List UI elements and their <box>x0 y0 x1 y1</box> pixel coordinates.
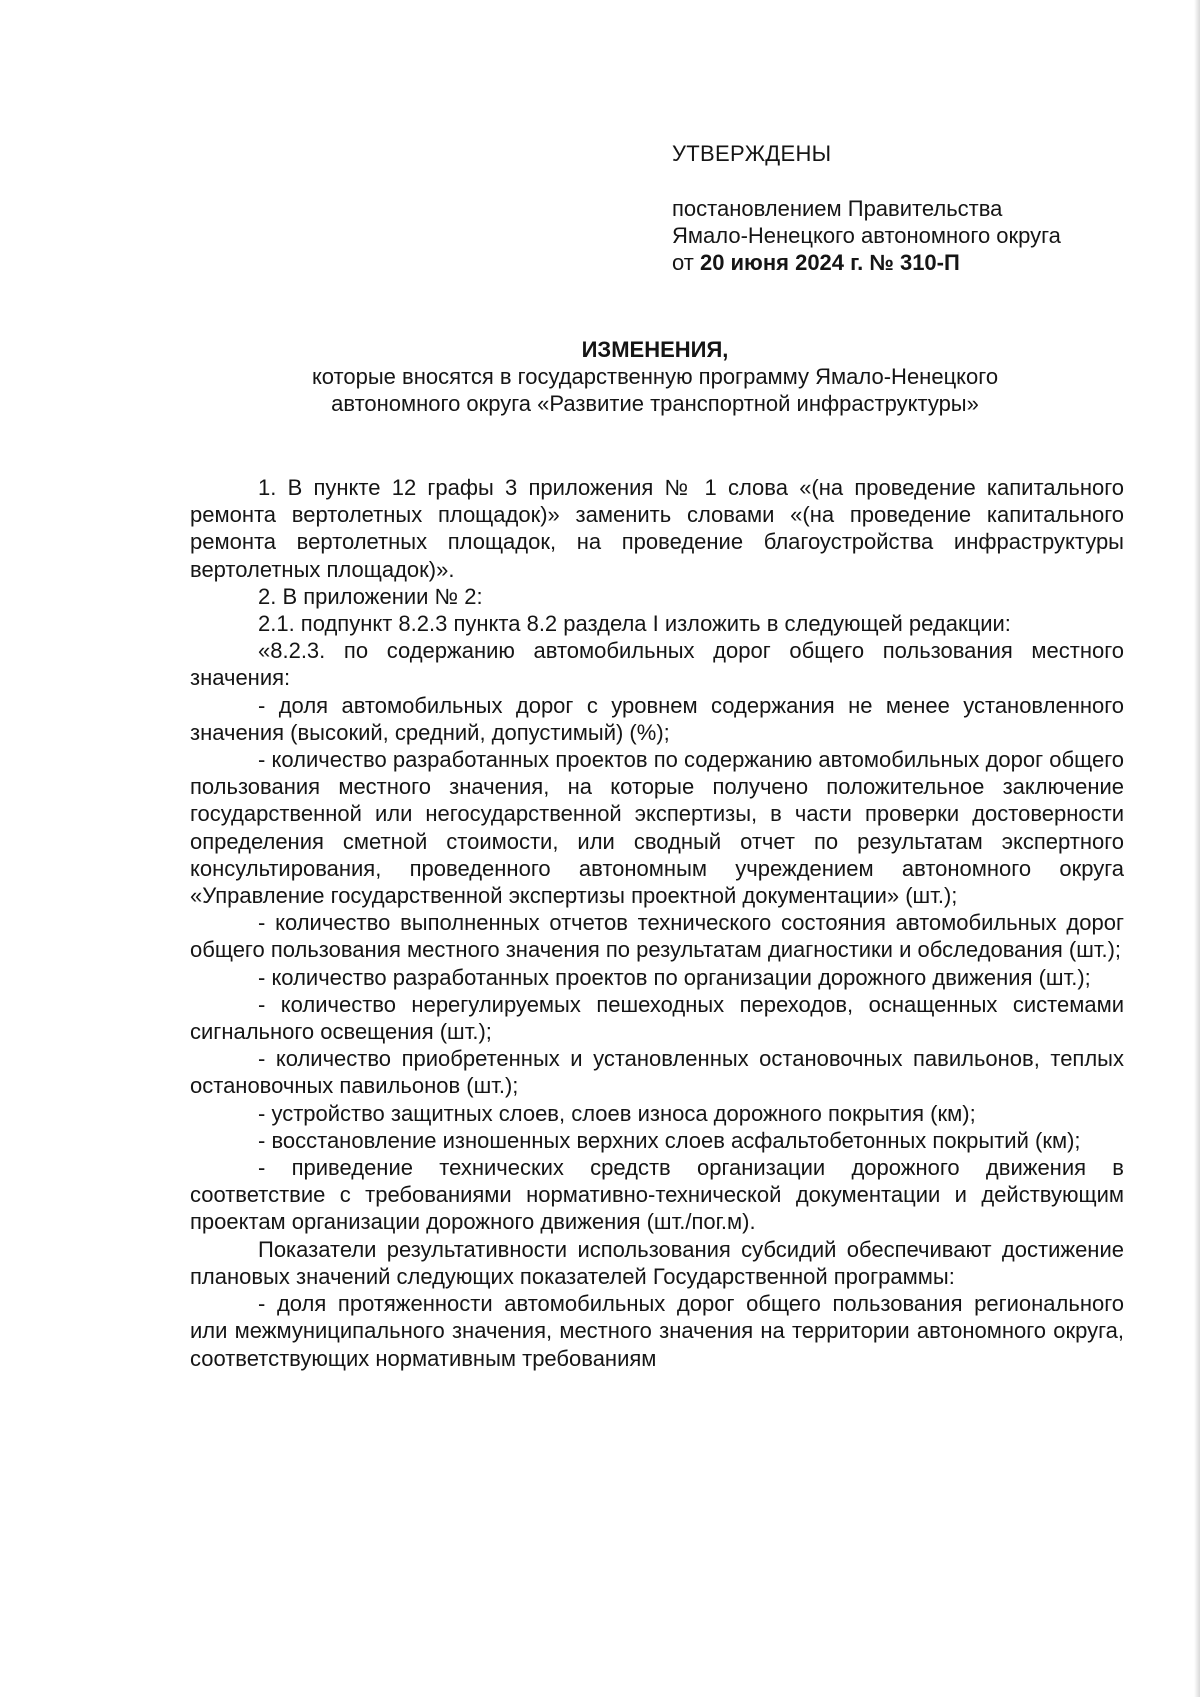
list-item: - устройство защитных слоев, слоев износа дорожного покрытия (км); <box>258 1100 976 1126</box>
approval-date-line <box>672 249 1152 276</box>
approval-line-1: постановлением Правительства <box>672 196 1003 221</box>
approval-line-2: Ямало-Ненецкого автономного округа <box>672 223 1061 248</box>
approval-stamp-block <box>672 140 1152 276</box>
document-title-block <box>190 336 1120 417</box>
list-item: - восстановление изношенных верхних слоев асфальтобетонных покрытий (км); <box>258 1127 1081 1153</box>
list-item: - количество разработанных проектов по содержанию автомобильных дорог общего пользования местного значения, на которые получено положительное заключение государственной или негосударственной экспертизы, в части проверки достоверности определения сметной стоимости, или сводный отчет по результатам экспертного консультирования, проведенного автономным учреждением автономного округа «Управление государственной экспертизы проектной документации» (шт.); <box>190 747 1124 909</box>
paragraph-1: 1. В пункте 12 графы 3 приложения № 1 слова «(на проведение капитального ремонта вертолетных площадок)» заменить словами «(на проведение капитального ремонта вертолетных площадок, на проведение благоустройства инфраструктуры вертолетных площадок)». <box>190 475 1124 582</box>
list-item: - количество выполненных отчетов технического состояния автомобильных дорог общего пользования местного значения по результатам диагностики и обследования (шт.); <box>190 910 1124 963</box>
approval-heading: УТВЕРЖДЕНЫ <box>672 141 832 166</box>
list-item: - приведение технических средств организации дорожного движения в соответствие с требованиями нормативно-технической документации и действующим проектам организации дорожного движения (шт./пог.м). <box>190 1155 1124 1235</box>
list-item: - количество нерегулируемых пешеходных переходов, оснащенных системами сигнального освещения (шт.); <box>190 991 1124 1045</box>
paragraph-2-1: 2.1. подпункт 8.2.3 пункта 8.2 раздела I изложить в следующей редакции: <box>258 611 1011 637</box>
list-item: - количество разработанных проектов по организации дорожного движения (шт.); <box>258 964 1091 990</box>
indicators-paragraph: Показатели результативности использования субсидий обеспечивают достижение плановых значений следующих показателей Государственной программы: <box>190 1236 1124 1289</box>
paragraph-2: 2. В приложении № 2: <box>258 583 483 609</box>
list-item: - количество приобретенных и установленных остановочных павильонов, теплых остановочных павильонов (шт.); <box>190 1046 1124 1099</box>
page-edge-shadow <box>1194 0 1200 1697</box>
list-item: - доля протяженности автомобильных дорог общего пользования регионального или межмуниципального значения, местного значения на территории автономного округа, соответствующих нормативным требованиям <box>190 1291 1124 1371</box>
document-body <box>190 474 1124 1372</box>
document-title: ИЗМЕНЕНИЯ, <box>581 337 729 362</box>
paragraph-8-2-3: «8.2.3. по содержанию автомобильных дорог общего пользования местного значения: <box>190 638 1124 691</box>
approval-date-number: 20 июня 2024 г. № 310-П <box>699 250 960 275</box>
list-item: - доля автомобильных дорог с уровнем содержания не менее установленного значения (высокий, средний, допустимый) (%); <box>190 692 1124 745</box>
document-subtitle-line-1: которые вносятся в государственную программу Ямало-Ненецкого <box>311 364 999 389</box>
approval-date-prefix: от <box>672 250 694 275</box>
document-subtitle-line-2: автономного округа «Развитие транспортной инфраструктуры» <box>331 391 979 416</box>
